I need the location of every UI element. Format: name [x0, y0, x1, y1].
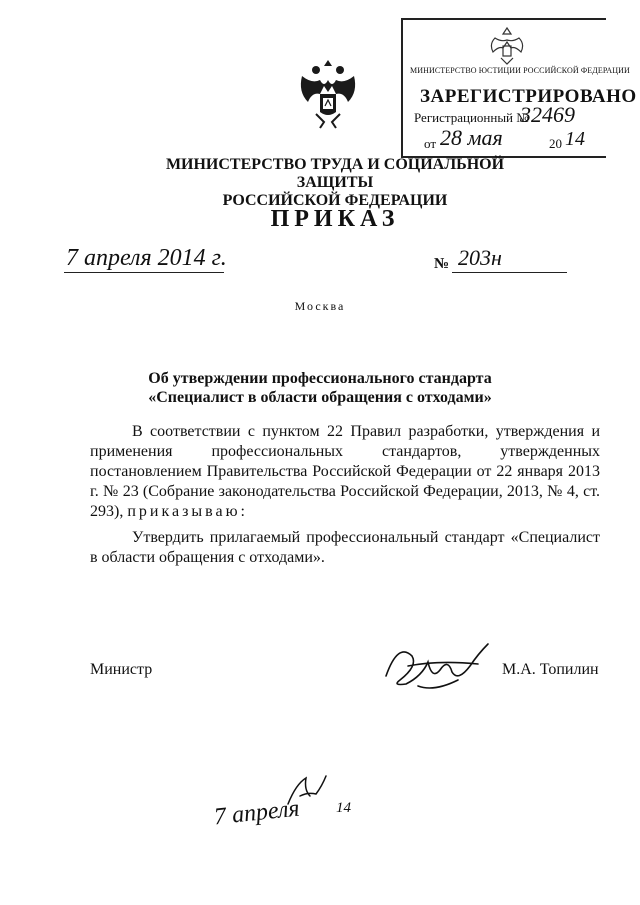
handwritten-signature	[378, 636, 502, 702]
stamp-registered-label: ЗАРЕГИСТРИРОВАНО	[420, 86, 637, 107]
handwritten-number-note: 14	[336, 800, 351, 816]
stamp-year-suffix: 14	[565, 128, 585, 150]
signatory-name: М.А. Топилин	[502, 661, 599, 678]
order-keyword: приказываю:	[127, 503, 248, 520]
ministry-name-line1: МИНИСТЕРСТВО ТРУДА И СОЦИАЛЬНОЙ ЗАЩИТЫ	[165, 156, 505, 191]
ministry-name-line2: РОССИЙСКОЙ ФЕДЕРАЦИИ	[222, 192, 448, 209]
order-clause-paragraph: Утвердить прилагаемый профессиональный стандарт «Специалист в области обращения с отходами».	[90, 529, 600, 566]
order-number-sign: №	[434, 256, 450, 272]
order-number: 203н	[458, 245, 502, 270]
signatory-role: Министр	[90, 661, 153, 678]
stamp-date-prefix: от	[424, 136, 437, 151]
stamp-ministry-name: МИНИСТЕРСТВО ЮСТИЦИИ РОССИЙСКОЙ ФЕДЕРАЦИИ	[410, 66, 630, 75]
stamp-emblem-icon	[483, 24, 531, 68]
order-number-underline	[452, 272, 567, 273]
handwritten-date-note: 7 апреля	[212, 795, 301, 831]
preamble-text: В соответствии с пунктом 22 Правил разработки, утверждения и применения профессиональных стандартов, утвержденных постановлением Правительства Российской Федерации от 22 января 2013 г. № 23 (Собрание законодательства Российской Федерации, 2013, № 4, ст. 293),	[90, 423, 600, 520]
stamp-reg-number-value: 32469	[520, 102, 575, 127]
order-heading	[140, 369, 500, 407]
order-heading-line2: «Специалист в области обращения с отходами»	[148, 389, 492, 406]
order-date: 7 апреля 2014 г.	[66, 245, 227, 271]
document-title: ПРИКАЗ	[270, 206, 400, 232]
preamble-paragraph	[90, 422, 600, 522]
order-date-underline	[64, 272, 224, 273]
order-heading-line1: Об утверждении профессионального стандарта	[148, 370, 492, 387]
stamp-year-prefix: 20	[549, 136, 562, 151]
coat-of-arms-icon	[296, 58, 360, 130]
ministry-name	[140, 156, 530, 210]
stamp-reg-number-label: Регистрационный №	[414, 110, 529, 125]
order-city: Москва	[294, 299, 346, 313]
stamp-date-value: 28 мая	[440, 125, 503, 150]
